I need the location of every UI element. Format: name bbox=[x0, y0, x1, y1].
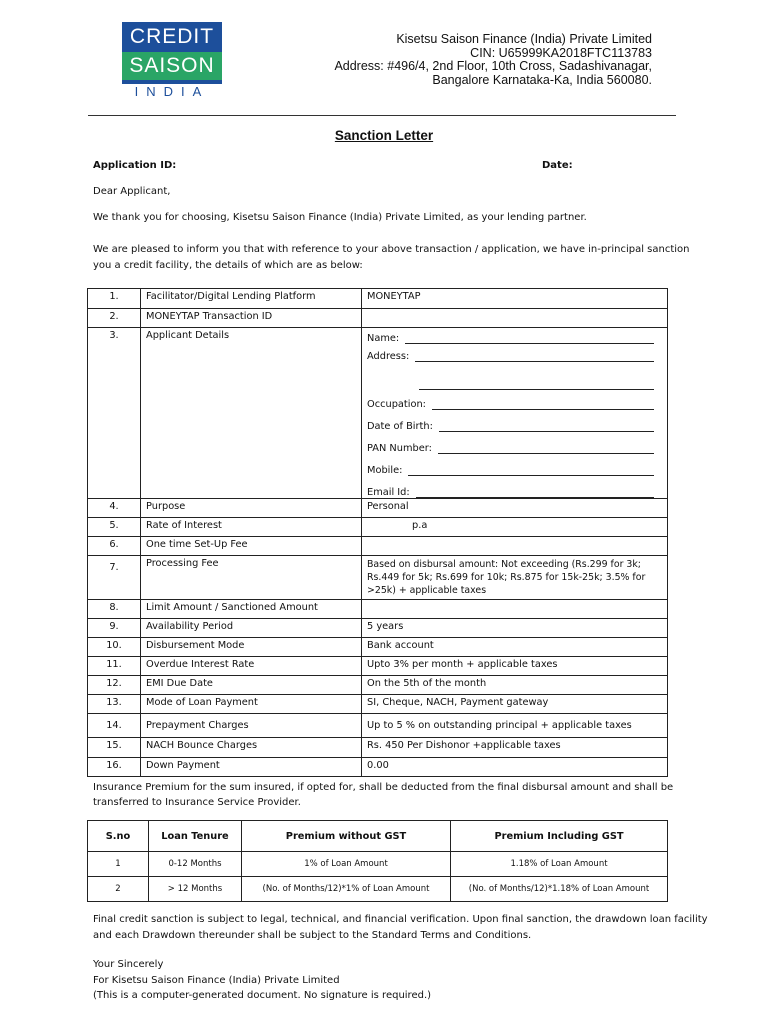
table-row bbox=[88, 714, 668, 738]
table-row bbox=[88, 499, 668, 518]
table-row bbox=[88, 600, 668, 619]
row-number: 1. bbox=[88, 289, 141, 309]
row-number: 9. bbox=[88, 619, 141, 638]
row-number: 13. bbox=[88, 695, 141, 714]
page-title: Sanction Letter bbox=[334, 128, 434, 143]
date-label: Date: bbox=[542, 160, 573, 171]
row-number: 16. bbox=[88, 758, 141, 777]
table-row bbox=[88, 695, 668, 714]
applicant-address-field: Address: bbox=[367, 344, 662, 362]
applicant-dob-field: Date of Birth: bbox=[367, 410, 662, 432]
applicant-occupation-field: Occupation: bbox=[367, 390, 662, 410]
row-value: 5 years bbox=[362, 619, 668, 638]
application-id-label: Application ID: bbox=[93, 160, 177, 171]
logo-text-credit: CREDIT bbox=[129, 25, 215, 48]
table-row bbox=[88, 638, 668, 657]
header-divider bbox=[88, 115, 676, 116]
applicant-address-line2 bbox=[367, 362, 662, 390]
row-label: Limit Amount / Sanctioned Amount bbox=[141, 600, 362, 619]
row-value: p.a bbox=[362, 518, 668, 537]
row-value bbox=[362, 600, 668, 619]
row-value: MONEYTAP bbox=[362, 289, 668, 309]
table-row bbox=[88, 738, 668, 758]
insurance-premium-table bbox=[87, 820, 668, 902]
table-row bbox=[88, 289, 668, 309]
row-value: Personal bbox=[362, 499, 668, 518]
row-value: Based on disbursal amount: Not exceeding (Rs.299 for 3k; Rs.449 for 5k; Rs.699 for 10k; Rs.875 for 15k-25k; 3.5% for >25k) + applicable taxes bbox=[362, 556, 668, 600]
col-header-sno: S.no bbox=[88, 821, 149, 852]
row-label: Availability Period bbox=[141, 619, 362, 638]
row-label: NACH Bounce Charges bbox=[141, 738, 362, 758]
insurance-note-line1: Insurance Premium for the sum insured, if opted for, shall be deducted from the final disbursal amount and shall be bbox=[93, 782, 674, 793]
table-row bbox=[88, 619, 668, 638]
applicant-pan-field: PAN Number: bbox=[367, 432, 662, 454]
applicant-email-field: Email Id: bbox=[367, 476, 662, 498]
insurance-note-line2: transferred to Insurance Service Provider. bbox=[93, 797, 301, 808]
row-number: 10. bbox=[88, 638, 141, 657]
row-label: Applicant Details bbox=[141, 328, 362, 499]
applicant-details-cell bbox=[362, 328, 668, 499]
cell-premium-including-gst: 1.18% of Loan Amount bbox=[451, 852, 668, 877]
closing-disclaimer: (This is a computer-generated document. No signature is required.) bbox=[93, 990, 432, 1001]
row-label: EMI Due Date bbox=[141, 676, 362, 695]
row-label: Prepayment Charges bbox=[141, 714, 362, 738]
sanction-details-table bbox=[87, 288, 668, 777]
cell-premium-without-gst: (No. of Months/12)*1% of Loan Amount bbox=[242, 877, 451, 902]
company-name: Kisetsu Saison Finance (India) Private Limited bbox=[396, 32, 652, 46]
company-cin: CIN: U65999KA2018FTC113783 bbox=[470, 45, 652, 60]
row-label: One time Set-Up Fee bbox=[141, 537, 362, 556]
closing-company: For Kisetsu Saison Finance (India) Private Limited bbox=[93, 975, 340, 986]
table-row bbox=[88, 657, 668, 676]
row-label: Down Payment bbox=[141, 758, 362, 777]
row-value: On the 5th of the month bbox=[362, 676, 668, 695]
company-address-line2: Bangalore Karnataka-Ka, India 560080. bbox=[432, 72, 652, 87]
col-header-premium-without-gst: Premium without GST bbox=[242, 821, 451, 852]
row-label: Purpose bbox=[141, 499, 362, 518]
table-row bbox=[88, 758, 668, 777]
intro-paragraph: We thank you for choosing, Kisetsu Saison Finance (India) Private Limited, as your lending partner. bbox=[93, 212, 587, 223]
table-row bbox=[88, 309, 668, 328]
applicant-name-field: Name: bbox=[367, 328, 662, 344]
row-number: 4. bbox=[88, 499, 141, 518]
row-value: Up to 5 % on outstanding principal + applicable taxes bbox=[362, 714, 668, 738]
row-value: Rs. 450 Per Dishonor +applicable taxes bbox=[362, 738, 668, 758]
row-number: 11. bbox=[88, 657, 141, 676]
cell-premium-without-gst: 1% of Loan Amount bbox=[242, 852, 451, 877]
logo-text-saison: SAISON bbox=[129, 54, 215, 77]
cell-sno: 1 bbox=[88, 852, 149, 877]
closing-regards: Your Sincerely bbox=[93, 959, 164, 970]
row-label: Disbursement Mode bbox=[141, 638, 362, 657]
final-sanction-line2: and each Drawdown thereunder shall be subject to the Standard Terms and Conditions. bbox=[93, 930, 532, 941]
row-number: 15. bbox=[88, 738, 141, 758]
row-number: 12. bbox=[88, 676, 141, 695]
row-number: 5. bbox=[88, 518, 141, 537]
table-row bbox=[88, 877, 668, 902]
table-row bbox=[88, 537, 668, 556]
col-header-loan-tenure: Loan Tenure bbox=[149, 821, 242, 852]
cell-premium-including-gst: (No. of Months/12)*1.18% of Loan Amount bbox=[451, 877, 668, 902]
row-label: Overdue Interest Rate bbox=[141, 657, 362, 676]
sanction-paragraph-line1: We are pleased to inform you that with reference to your above transaction / application, we have in-principal sanction bbox=[93, 244, 690, 255]
table-row bbox=[88, 676, 668, 695]
row-number: 6. bbox=[88, 537, 141, 556]
table-row bbox=[88, 518, 668, 537]
company-logo bbox=[122, 22, 222, 84]
cell-sno: 2 bbox=[88, 877, 149, 902]
row-label: Facilitator/Digital Lending Platform bbox=[141, 289, 362, 309]
row-number: 14. bbox=[88, 714, 141, 738]
row-label: MONEYTAP Transaction ID bbox=[141, 309, 362, 328]
table-row bbox=[88, 556, 668, 600]
row-number: 7. bbox=[88, 556, 141, 600]
row-value: Upto 3% per month + applicable taxes bbox=[362, 657, 668, 676]
row-label: Mode of Loan Payment bbox=[141, 695, 362, 714]
row-value bbox=[362, 309, 668, 328]
company-address-line1: Address: #496/4, 2nd Floor, 10th Cross, Sadashivanagar, bbox=[334, 59, 652, 73]
row-label: Rate of Interest bbox=[141, 518, 362, 537]
sanction-paragraph-line2: you a credit facility, the details of which are as below: bbox=[93, 260, 363, 271]
logo-text-india: INDIA bbox=[134, 84, 210, 99]
salutation: Dear Applicant, bbox=[93, 186, 171, 197]
col-header-premium-including-gst: Premium Including GST bbox=[451, 821, 668, 852]
row-label: Processing Fee bbox=[141, 556, 362, 600]
table-header-row bbox=[88, 821, 668, 852]
row-value bbox=[362, 537, 668, 556]
row-number: 3. bbox=[88, 328, 141, 499]
row-value: SI, Cheque, NACH, Payment gateway bbox=[362, 695, 668, 714]
row-number: 2. bbox=[88, 309, 141, 328]
company-address-block bbox=[334, 33, 652, 87]
row-value: 0.00 bbox=[362, 758, 668, 777]
table-row bbox=[88, 328, 668, 499]
applicant-mobile-field: Mobile: bbox=[367, 454, 662, 476]
cell-loan-tenure: 0-12 Months bbox=[149, 852, 242, 877]
row-value: Bank account bbox=[362, 638, 668, 657]
final-sanction-line1: Final credit sanction is subject to legal, technical, and financial verification. Upon final sanction, the drawdown loan facility bbox=[93, 914, 708, 925]
cell-loan-tenure: > 12 Months bbox=[149, 877, 242, 902]
row-number: 8. bbox=[88, 600, 141, 619]
table-row bbox=[88, 852, 668, 877]
